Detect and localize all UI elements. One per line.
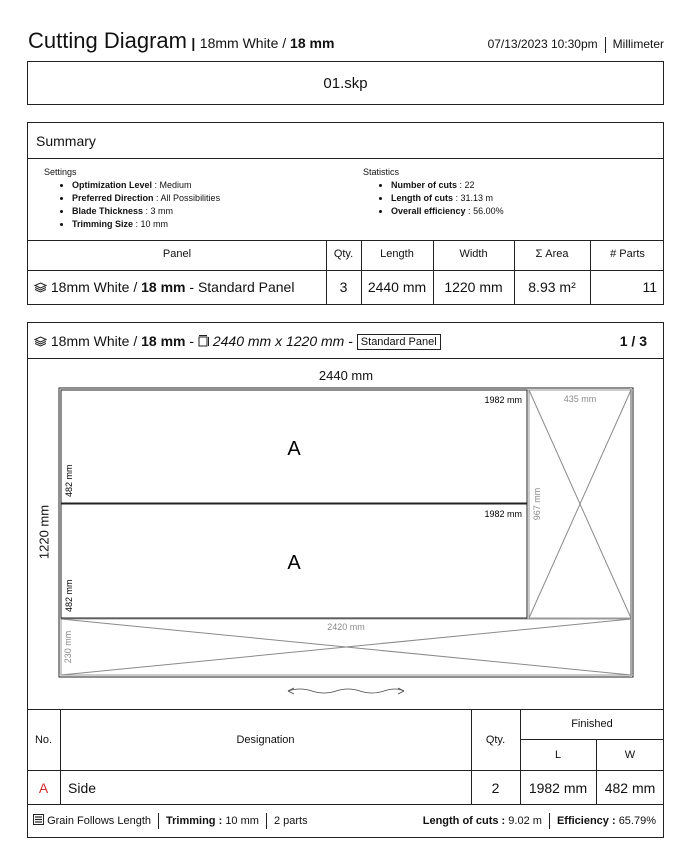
page-title: Cutting Diagram [28,28,187,53]
list-item: • Blade Thickness : 3 mm [72,205,220,218]
parts-col-w: W [624,749,636,761]
page-header: Cutting Diagram | 18mm White / 18 mm [28,28,335,53]
grain-text: Grain Follows Length [47,814,152,827]
list-item: • Preferred Direction : All Possibilities [72,192,220,205]
sheet-height-label: 1220 mm [36,504,52,560]
parts-col-qty: Qty. [485,734,506,746]
part-length: 1982 mm [484,395,522,405]
sheet-page: 1 / 3 [619,333,647,349]
offcut-width: 2420 mm [327,622,365,632]
summary-col-parts: # Parts [610,248,645,260]
parts-count: 2 parts [273,814,308,827]
summary-row-area: 8.93 m² [528,279,576,295]
part-length: 1982 mm [484,509,522,519]
summary-row-panel: 18mm White / 18 mm - Standard Panel [34,279,294,295]
sheet-width-label: 2440 mm [318,368,374,383]
header-material: 18mm White / [199,35,291,51]
part-width: 482 mm [64,579,74,612]
part-label: A [287,552,301,574]
summary-col-panel: Panel [162,248,192,260]
file-name: 01.skp [323,75,368,92]
part-width: 482 mm [64,464,74,497]
summary-col-area: Σ Area [535,248,569,260]
summary-col-length: Length [380,248,414,260]
sheet-header: 18mm White / 18 mm - 2440 mm x 1220 mm - Standard Panel [34,333,441,350]
list-item: • Number of cuts : 22 [391,179,504,192]
grain-direction-icon [288,688,404,694]
sheet-footer-right: Length of cuts : 9.02 m Efficiency : 65.79% [423,813,656,829]
header-datetime: 07/13/2023 10:30pm [487,37,598,52]
offcut-width: 435 mm [563,394,597,404]
summary-row-parts: 11 [642,279,657,295]
grain-icon [33,814,44,825]
parts-col-designation: Designation [236,734,295,746]
standard-panel-badge: Standard Panel [357,334,441,350]
part-w: 482 mm [604,780,656,796]
summary-row-qty: 3 [339,279,348,295]
list-item: • Length of cuts : 31.13 m [391,192,504,205]
parts-table [27,709,664,838]
parts-col-no: No. [34,734,53,746]
summary-col-width: Width [459,248,488,260]
part-designation: Side [68,780,97,796]
part-number: A [38,780,49,796]
list-item: • Overall efficiency : 56.00% [391,205,504,218]
summary-row-length: 2440 mm [367,279,427,295]
statistics-label: Statistics [363,167,400,177]
summary-col-qty: Qty. [333,248,354,260]
summary-row-width: 1220 mm [444,279,503,295]
settings-label: Settings [44,167,77,177]
trimming-value: 10 mm [225,814,259,827]
list-item: • Trimming Size : 10 mm [72,218,220,231]
summary-title: Summary [36,133,96,149]
parts-col-finished: Finished [571,718,613,730]
parts-col-l: L [554,749,562,761]
offcut-height: 230 mm [63,630,73,664]
cuts-value: 9.02 m [508,814,542,827]
offcut-height: 967 mm [532,487,542,521]
header-thickness: 18 mm [290,35,335,51]
list-item: • Optimization Level : Medium [72,179,220,192]
part-l: 1982 mm [528,780,588,796]
sheet-dimensions: 2440 mm x 1220 mm [212,333,345,349]
sheet-footer-left: Grain Follows Length Trimming : 10 mm 2 parts [33,813,308,829]
part-label: A [287,438,301,460]
header-units: Millimeter [612,37,664,52]
efficiency-value: 65.79% [618,814,656,827]
part-qty: 2 [491,780,500,796]
